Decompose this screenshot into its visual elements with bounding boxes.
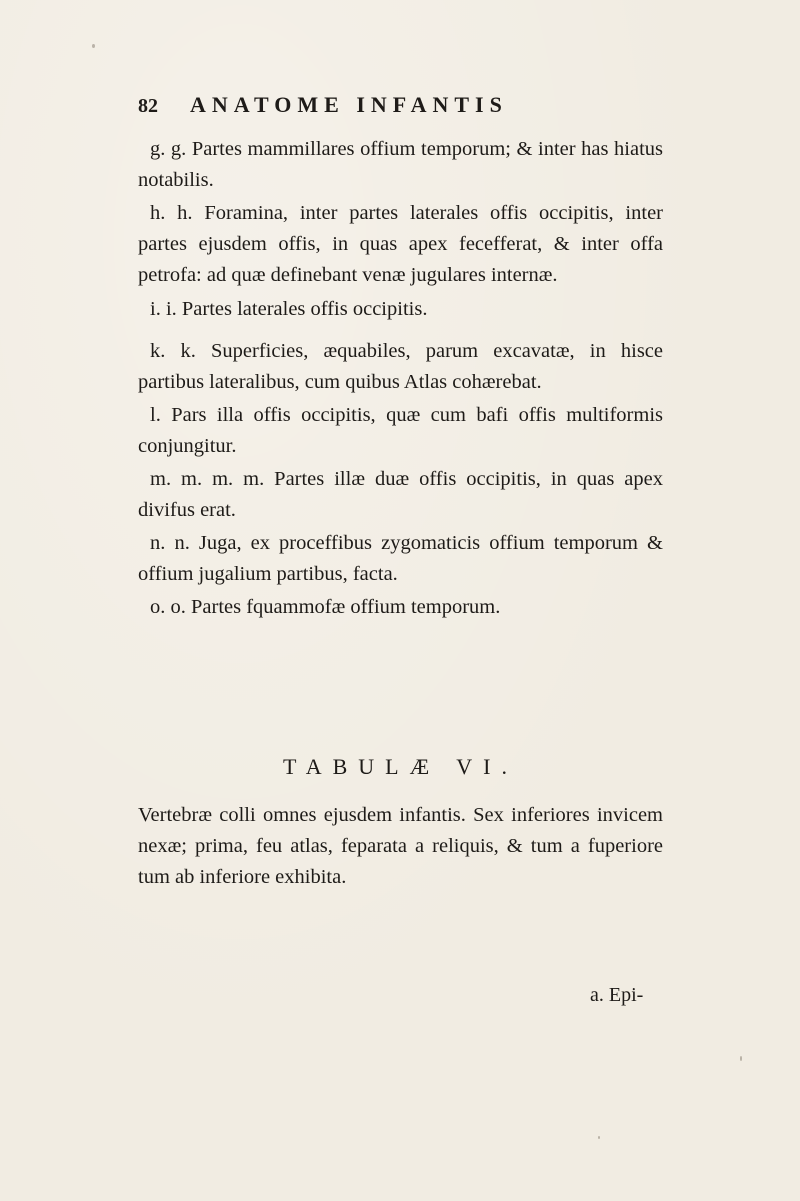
plate-heading: TABULÆ VI. — [283, 754, 518, 779]
entry-n: n. n. Juga, ex proceffibus zygomaticis offium temporum & offium jugalium partibus, facta. — [138, 532, 663, 585]
running-title: ANATOME INFANTIS — [190, 92, 508, 117]
entry-g: g. g. Partes mammillares offium temporum; & inter has hiatus notabilis. — [138, 138, 663, 191]
catchword: a. Epi- — [590, 984, 644, 1006]
entry-k: k. k. Superficies, æquabiles, parum excavatæ, in hisce partibus lateralibus, cum quibus Atlas cohærebat. — [138, 340, 663, 393]
paper-speck — [740, 1056, 742, 1061]
entry-i: i. i. Partes laterales offis occipitis. — [150, 298, 428, 320]
entry-h: h. h. Foramina, inter partes laterales offis occipitis, inter partes ejusdem offis, in quas apex fecefferat, & inter offa petrofa: ad quæ definebant venæ jugulares internæ. — [138, 202, 663, 286]
entry-l: l. Pars illa offis occipitis, quæ cum bafi offis multiformis conjungitur. — [138, 404, 663, 457]
plate-description: Vertebræ colli omnes ejusdem infantis. Sex inferiores invicem nexæ; prima, feu atlas, feparata a reliquis, & tum a fuperiore tum ab inferiore exhibita. — [138, 804, 663, 888]
paper-speck — [598, 1136, 600, 1139]
entry-o: o. o. Partes fquammofæ offium temporum. — [150, 596, 501, 618]
entry-m: m. m. m. m. Partes illæ duæ offis occipitis, in quas apex divifus erat. — [138, 468, 663, 521]
paper-speck — [92, 44, 95, 48]
running-head — [138, 92, 658, 122]
page-number: 82 — [138, 95, 158, 117]
